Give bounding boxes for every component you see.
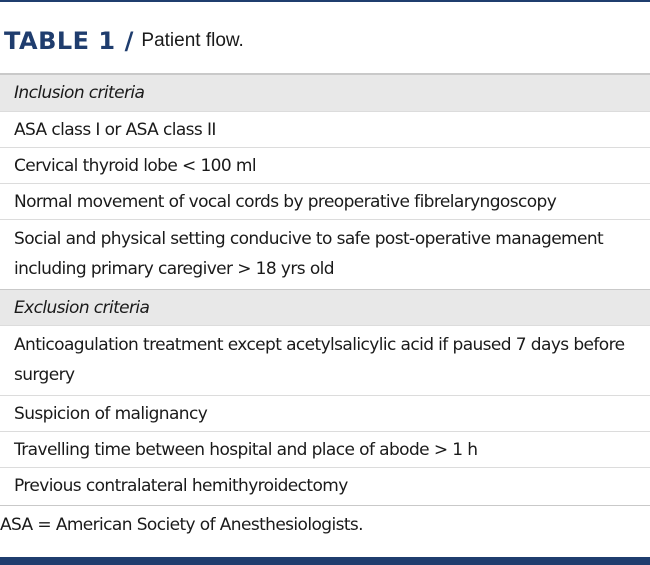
- criteria-table: [0, 73, 650, 506]
- top-rule: [0, 0, 650, 2]
- section-header-inclusion: Inclusion criteria: [0, 75, 650, 111]
- table-row: Anticoagulation treatment except acetylsalicylic acid if paused 7 days before surgery: [0, 325, 650, 395]
- table-row: Social and physical setting conducive to safe post-operative management including primary caregiver > 18 yrs old: [0, 219, 650, 289]
- table-label: TABLE 1: [4, 27, 116, 55]
- section-header-exclusion: Exclusion criteria: [0, 289, 650, 325]
- table-row: Normal movement of vocal cords by preoperative fibrelaryngoscopy: [0, 183, 650, 219]
- caption-separator: /: [124, 27, 134, 55]
- table-title: Patient flow.: [141, 30, 244, 51]
- table-row: Travelling time between hospital and place of abode > 1 h: [0, 431, 650, 467]
- bottom-rule: [0, 557, 650, 565]
- table-row: Suspicion of malignancy: [0, 395, 650, 431]
- table-footnote: ASA = American Society of Anesthesiologists.: [0, 515, 363, 535]
- table-row: Previous contralateral hemithyroidectomy: [0, 467, 650, 505]
- table-row: Cervical thyroid lobe < 100 ml: [0, 147, 650, 183]
- table-caption: [4, 24, 244, 58]
- table-row: ASA class I or ASA class II: [0, 111, 650, 147]
